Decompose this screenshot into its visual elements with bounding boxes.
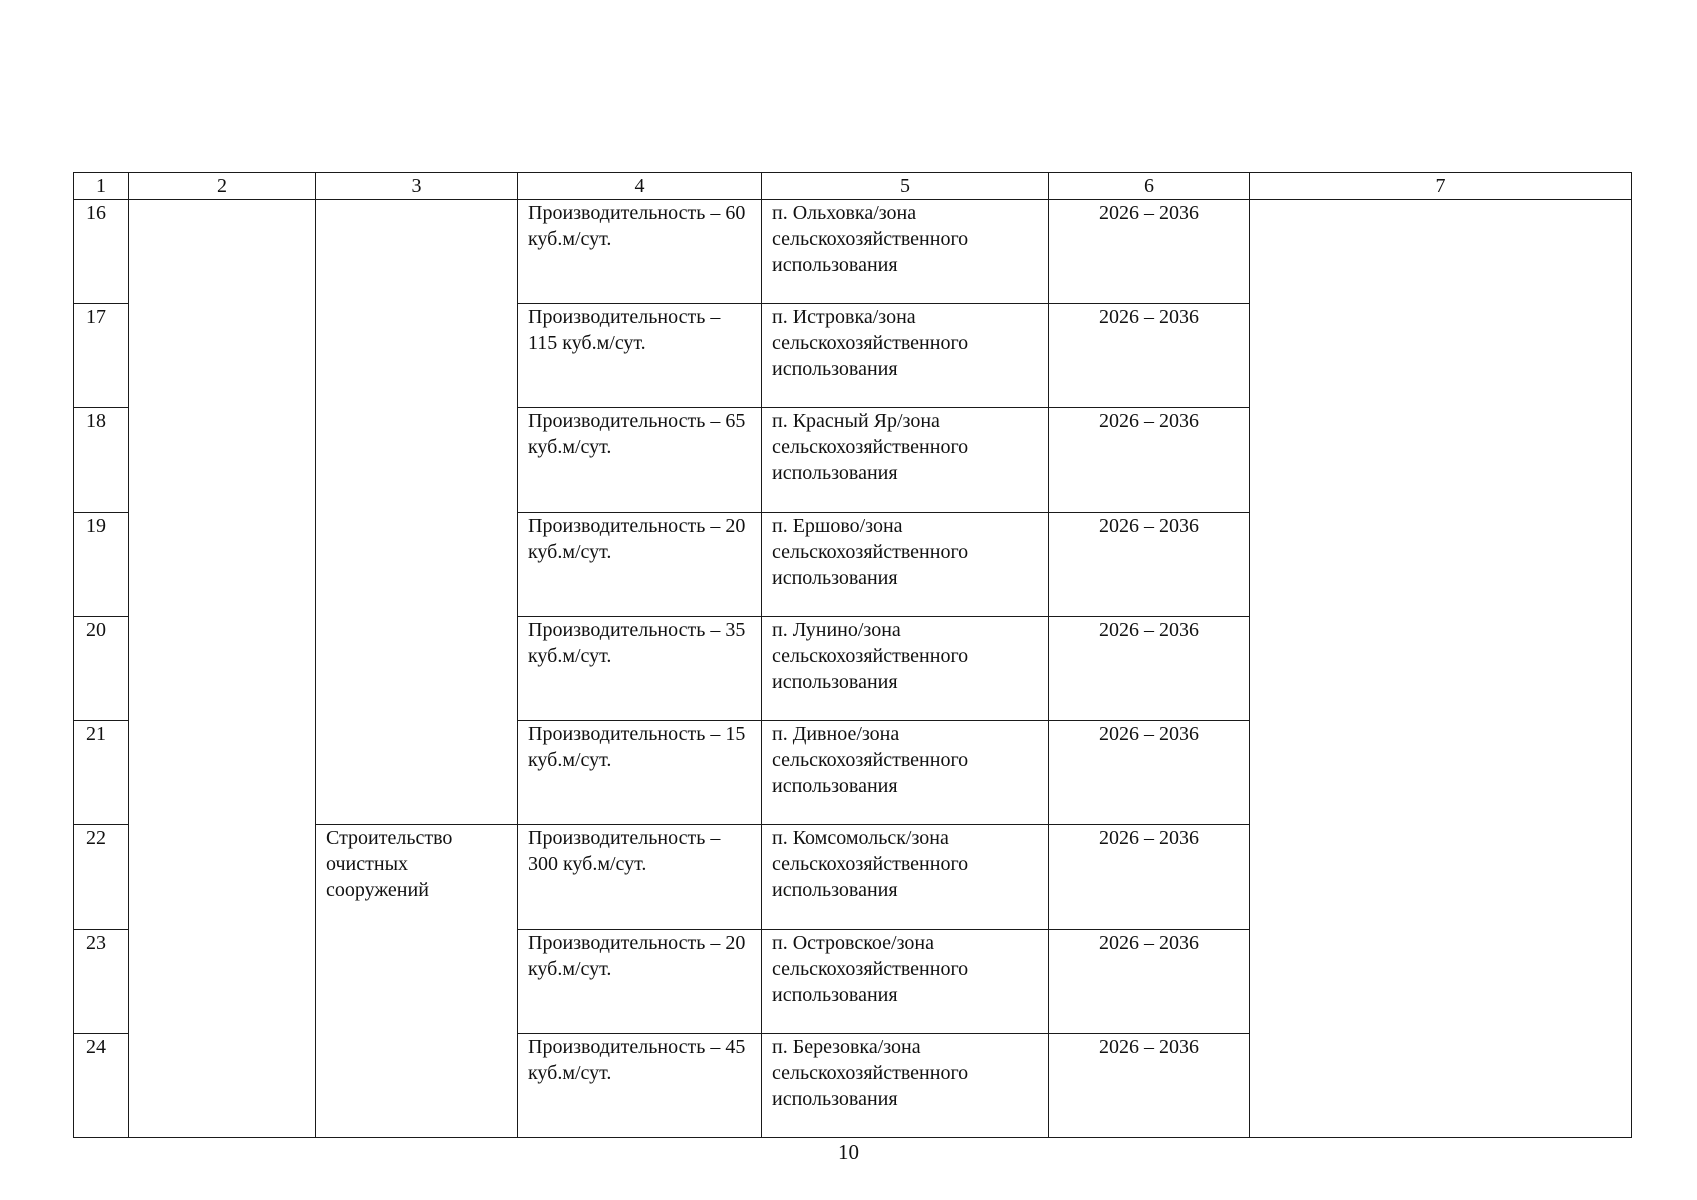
table-row xyxy=(74,200,1632,304)
row-number: 17 xyxy=(74,304,129,408)
years-cell: 2026 – 2036 xyxy=(1049,616,1250,720)
years-cell: 2026 – 2036 xyxy=(1049,721,1250,825)
location-cell: п. Лунино/зона сельскохозяйственного использования xyxy=(762,616,1049,720)
years-cell: 2026 – 2036 xyxy=(1049,929,1250,1033)
years-cell: 2026 – 2036 xyxy=(1049,825,1250,929)
header-col-5: 5 xyxy=(762,173,1049,200)
header-row xyxy=(74,173,1632,200)
column-7-cell xyxy=(1250,200,1632,1138)
header-col-7: 7 xyxy=(1250,173,1632,200)
page-number: 10 xyxy=(838,1140,859,1164)
location-cell: п. Комсомольск/зона сельскохозяйственного использования xyxy=(762,825,1049,929)
capacity-cell: Производительность – 300 куб.м/сут. xyxy=(518,825,762,929)
years-cell: 2026 – 2036 xyxy=(1049,1033,1250,1137)
years-cell: 2026 – 2036 xyxy=(1049,200,1250,304)
capacity-cell: Производительность – 35 куб.м/сут. xyxy=(518,616,762,720)
header-col-3: 3 xyxy=(316,173,518,200)
header-col-6: 6 xyxy=(1049,173,1250,200)
years-cell: 2026 – 2036 xyxy=(1049,512,1250,616)
location-cell: п. Ершово/зона сельскохозяйственного использования xyxy=(762,512,1049,616)
row-number: 21 xyxy=(74,721,129,825)
row-number: 22 xyxy=(74,825,129,929)
row-number: 24 xyxy=(74,1033,129,1137)
capacity-cell: Производительность – 20 куб.м/сут. xyxy=(518,929,762,1033)
header-col-1: 1 xyxy=(74,173,129,200)
capacity-cell: Производительность – 20 куб.м/сут. xyxy=(518,512,762,616)
row-number: 16 xyxy=(74,200,129,304)
group-label-cell: Строительство очистных сооружений xyxy=(316,825,518,1138)
row-number: 23 xyxy=(74,929,129,1033)
capacity-cell: Производительность – 15 куб.м/сут. xyxy=(518,721,762,825)
years-cell: 2026 – 2036 xyxy=(1049,304,1250,408)
location-cell: п. Островское/зона сельскохозяйственного использования xyxy=(762,929,1049,1033)
location-cell: п. Ольховка/зона сельскохозяйственного использования xyxy=(762,200,1049,304)
location-cell: п. Красный Яр/зона сельскохозяйственного использования xyxy=(762,408,1049,512)
location-cell: п. Истровка/зона сельскохозяйственного использования xyxy=(762,304,1049,408)
column-3-cell-upper xyxy=(316,200,518,825)
column-2-cell xyxy=(129,200,316,1138)
header-col-2: 2 xyxy=(129,173,316,200)
header-col-4: 4 xyxy=(518,173,762,200)
location-cell: п. Березовка/зона сельскохозяйственного использования xyxy=(762,1033,1049,1137)
measures-table xyxy=(73,172,1632,1138)
location-cell: п. Дивное/зона сельскохозяйственного использования xyxy=(762,721,1049,825)
row-number: 18 xyxy=(74,408,129,512)
years-cell: 2026 – 2036 xyxy=(1049,408,1250,512)
capacity-cell: Производительность – 65 куб.м/сут. xyxy=(518,408,762,512)
capacity-cell: Производительность – 60 куб.м/сут. xyxy=(518,200,762,304)
capacity-cell: Производительность – 115 куб.м/сут. xyxy=(518,304,762,408)
row-number: 20 xyxy=(74,616,129,720)
row-number: 19 xyxy=(74,512,129,616)
capacity-cell: Производительность – 45 куб.м/сут. xyxy=(518,1033,762,1137)
